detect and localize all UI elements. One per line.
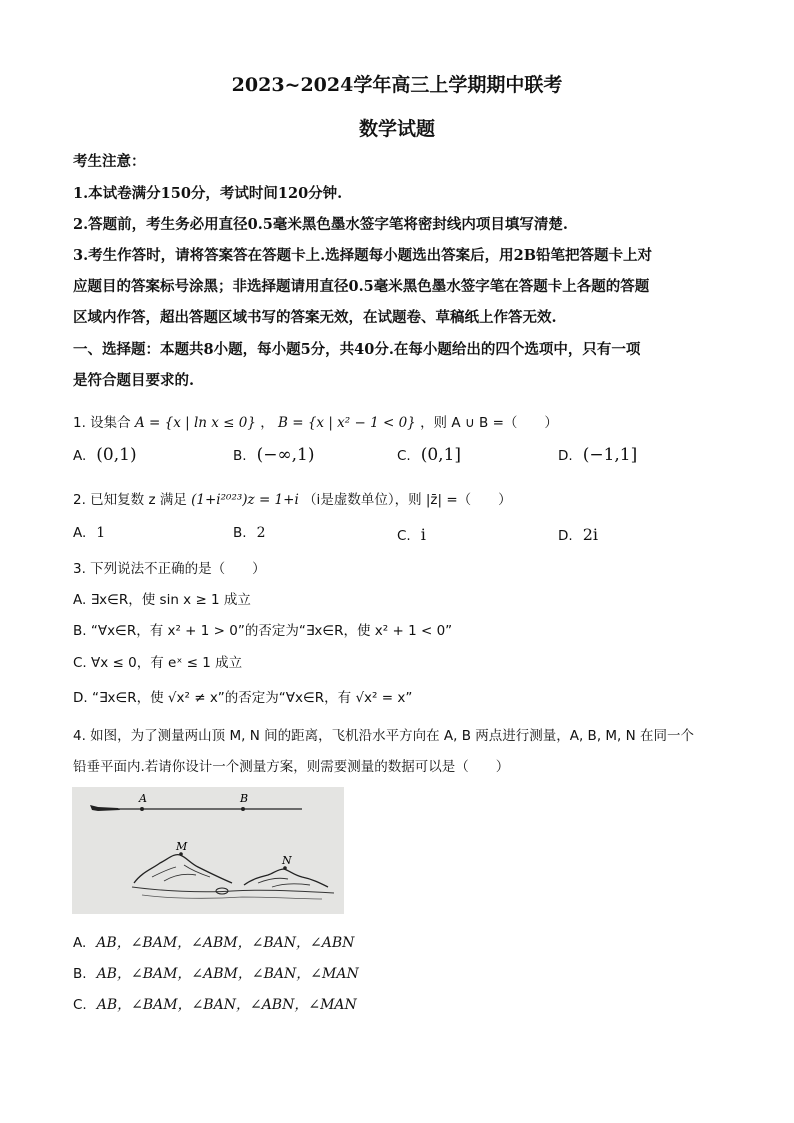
q4-option-a: A. AB，∠BAM，∠ABM，∠BAN，∠ABN [73, 935, 355, 951]
label-n: N [282, 854, 292, 867]
q1-option-c: C. (0,1] [397, 445, 462, 465]
section-heading-1: 一、选择题：本题共8小题，每小题5分，共40分.在每小题给出的四个选项中，只有一项 [73, 341, 641, 358]
q3-option-a: A. ∃x∈R，使 sin x ≥ 1 成立 [73, 592, 251, 608]
label-a: A [139, 792, 147, 805]
q2-option-b: B. 2 [233, 525, 266, 541]
exam-title: 2023~2024学年高三上学期期中联考 [231, 74, 563, 96]
notice-line-3c: 区域内作答，超出答题区域书写的答案无效，在试题卷、草稿纸上作答无效. [73, 309, 557, 326]
notice-line-1: 1.本试卷满分150分，考试时间120分钟. [73, 185, 343, 202]
q4-option-b: B. AB，∠BAM，∠ABM，∠BAN，∠MAN [73, 966, 359, 982]
notice-line-2: 2.答题前，考生务必用直径0.5毫米黑色墨水签字笔将密封线内项目填写清楚. [73, 216, 568, 233]
notice-line-3b: 应题目的答案标号涂黑；非选择题请用直径0.5毫米黑色墨水签字笔在答题卡上各题的答题 [73, 278, 650, 295]
q2-option-d: D. 2i [558, 525, 598, 544]
q1-option-a: A. (0,1) [73, 445, 137, 465]
exam-subject: 数学试题 [358, 118, 435, 140]
q2-stem [73, 488, 512, 508]
q1-option-d: D. (−1,1] [558, 445, 638, 465]
label-m: M [176, 840, 188, 853]
q1-sep: ， [260, 415, 274, 431]
q4-stem-line-1: 4. 如图，为了测量两山顶 M, N 间的距离，飞机沿水平方向在 A, B 两点进行测量，A, B, M, N 在同一个 [73, 728, 695, 744]
q2-option-a: A. 1 [73, 525, 106, 541]
q1-stem [73, 411, 558, 431]
label-b: B [240, 792, 249, 805]
q3-stem: 3. 下列说法不正确的是（ ） [73, 561, 266, 577]
q1-set-b: B = {x | x² − 1 < 0} [278, 415, 416, 431]
q4-stem-line-2: 铅垂平面内.若请你设计一个测量方案，则需要测量的数据可以是（ ） [73, 759, 510, 775]
section-heading-2: 是符合题目要求的. [73, 372, 195, 389]
point-b [241, 807, 245, 811]
q3-option-b: B. “∀x∈R，有 x² + 1 > 0”的否定为“∃x∈R，使 x² + 1 < 0” [73, 623, 453, 639]
q1-set-a: A = {x | ln x ≤ 0} [134, 415, 256, 431]
q2-equation: (1+i²⁰²³)z = 1+i [191, 492, 299, 508]
q4-figure [72, 787, 344, 914]
figure-background [72, 787, 344, 914]
notice-line-3a: 3.考生作答时，请将答案答在答题卡上.选择题每小题选出答案后，用2B铅笔把答题卡上对 [73, 247, 653, 264]
q1-stem-post: ，则 A ∪ B =（ ） [420, 415, 558, 431]
q2-stem-post: （i是虚数单位），则 |z̄| =（ ） [303, 492, 512, 508]
q3-option-c: C. ∀x ≤ 0，有 eˣ ≤ 1 成立 [73, 655, 243, 671]
q2-stem-pre: 2. 已知复数 z 满足 [73, 492, 187, 508]
q2-option-c: C. i [397, 525, 426, 544]
q3-option-d: D. “∃x∈R，使 √x² ≠ x”的否定为“∀x∈R，有 √x² = x” [73, 690, 413, 706]
q1-option-b: B. (−∞,1) [233, 445, 315, 465]
notice-heading: 考生注意： [73, 153, 146, 170]
q4-option-c: C. AB，∠BAM，∠BAN，∠ABN，∠MAN [73, 997, 357, 1013]
q1-stem-pre: 1. 设集合 [73, 415, 131, 431]
point-a [140, 807, 144, 811]
